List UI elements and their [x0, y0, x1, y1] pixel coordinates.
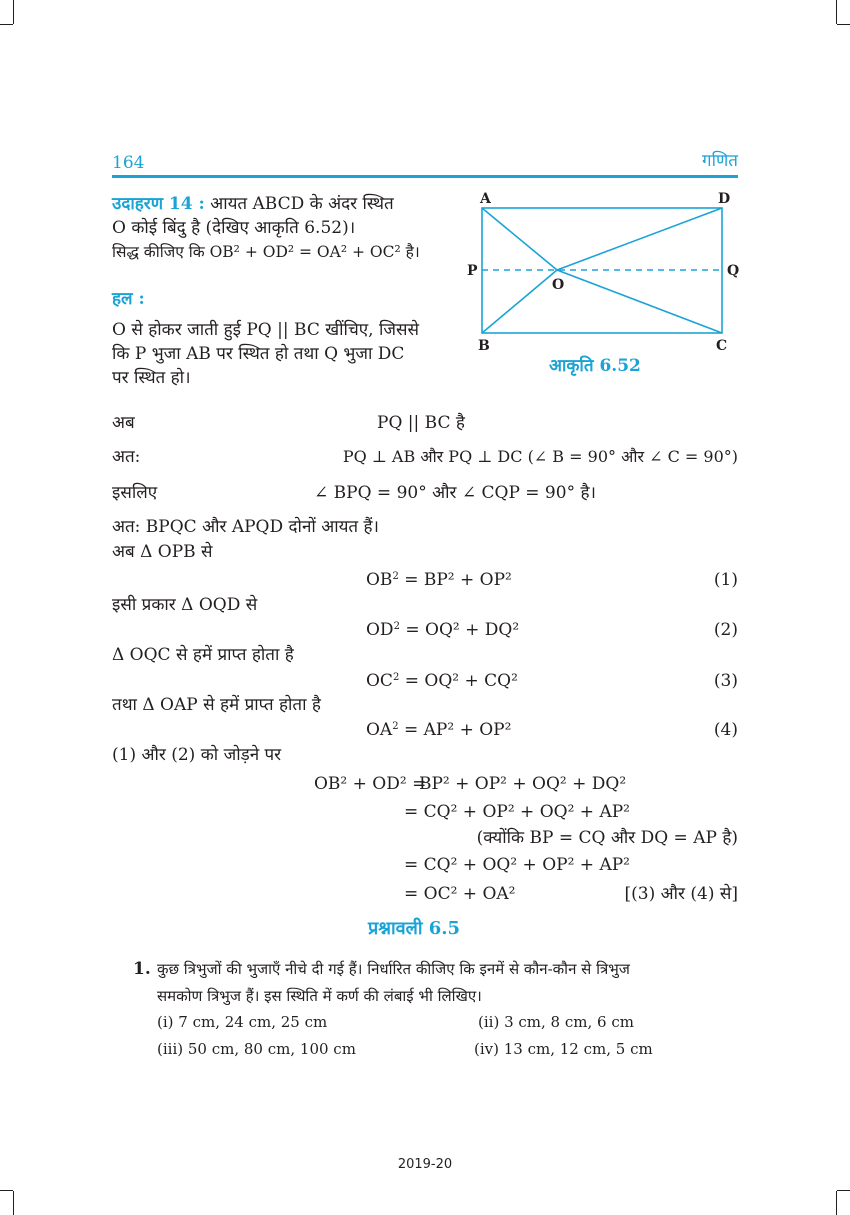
- question-option: (i) 7 cm, 24 cm, 25 cm: [157, 1013, 328, 1031]
- solution-label: हल :: [112, 289, 145, 309]
- crop-mark: [13, 0, 14, 24]
- step-text: Δ OQC से हमें प्राप्त होता है: [112, 645, 294, 665]
- segment-oc: [557, 270, 722, 333]
- label-d: D: [718, 191, 731, 207]
- example-line: सिद्ध कीजिए कि OB² + OD² = OA² + OC² है।: [112, 243, 420, 261]
- question-text: कुछ त्रिभुजों की भुजाएँ नीचे दी गई हैं। निर्धारित कीजिए कि इनमें से कौन-कौन से त्रिभुज: [157, 960, 630, 978]
- step-label: इसलिए: [112, 483, 158, 503]
- question-option: (ii) 3 cm, 8 cm, 6 cm: [478, 1013, 634, 1031]
- crop-mark: [836, 0, 837, 24]
- crop-mark: [836, 1191, 837, 1215]
- example-label: उदाहरण 14 :: [112, 194, 205, 214]
- step-text: तथा Δ OAP से हमें प्राप्त होता है: [112, 695, 321, 715]
- equation-2: $OD^2 = OQ^2 + DQ^2$: [366, 620, 520, 640]
- label-b: B: [478, 338, 490, 354]
- question-text: समकोण त्रिभुज हैं। इस स्थिति में कर्ण की लंबाई भी लिखिए।: [157, 987, 482, 1005]
- sum-reference: [(3) और (4) से]: [624, 884, 738, 904]
- exercise-title: प्रश्नावली 6.5: [368, 918, 461, 939]
- equation-1: $OB^2 = BP^2 + OP^2$: [366, 570, 512, 590]
- question-option: (iii) 50 cm, 80 cm, 100 cm: [157, 1040, 356, 1058]
- crop-mark: [0, 24, 13, 25]
- solution-line: O से होकर जाती हुई PQ || BC खींचिए, जिससे: [112, 320, 419, 340]
- equation-3: $OC^2 = OQ^2 + CQ^2$: [366, 671, 518, 691]
- question-number: 1.: [133, 959, 151, 979]
- label-q: Q: [727, 263, 740, 279]
- equation-number: (2): [713, 620, 738, 640]
- step-label: अब: [112, 413, 135, 433]
- step-text: अत: BPQC और APQD दोनों आयत हैं।: [112, 517, 379, 537]
- crop-mark: [837, 1190, 850, 1191]
- step-text: इसी प्रकार Δ OQD से: [112, 595, 258, 615]
- label-p: P: [467, 263, 478, 279]
- equation-rhs: OQ² + CQ²: [424, 671, 518, 691]
- crop-mark: [13, 1191, 14, 1215]
- step-label: अत:: [112, 447, 141, 467]
- segment-od: [557, 208, 722, 270]
- step-text: अब Δ OPB से: [112, 542, 213, 562]
- segment-ob: [482, 270, 557, 333]
- label-a: A: [480, 191, 491, 207]
- equation-4: $OA^2 = AP^2 + OP^2$: [366, 720, 512, 740]
- step-text: PQ || BC है: [377, 413, 465, 433]
- solution-paragraph: [112, 318, 442, 390]
- equation-rhs: BP² + OP²: [423, 570, 512, 590]
- label-c: C: [716, 338, 728, 354]
- question-option: (iv) 13 cm, 12 cm, 5 cm: [474, 1040, 653, 1058]
- crop-mark: [837, 24, 850, 25]
- equation-lhs: OA: [366, 720, 393, 740]
- equation-number: (4): [713, 720, 738, 740]
- step-text: ∠ BPQ = 90° और ∠ CQP = 90° है।: [314, 483, 596, 503]
- equation-lhs: OC: [366, 671, 393, 691]
- sum-row: BP² + OP² + OQ² + DQ²: [419, 774, 627, 794]
- equation-number: (3): [713, 671, 738, 691]
- step-text: PQ ⊥ AB और PQ ⊥ DC (∠ B = 90° और ∠ C = 90°): [342, 447, 738, 466]
- footer-year: 2019-20: [397, 1157, 453, 1172]
- sum-lhs: OB² + OD² =: [314, 774, 427, 794]
- solution-line: कि P भुजा AB पर स्थित हो तथा Q भुजा DC: [112, 344, 405, 364]
- segment-oa: [482, 208, 557, 270]
- equation-number: (1): [713, 570, 738, 590]
- subject-title: गणित: [702, 151, 738, 171]
- example-line: O कोई बिंदु है (देखिए आकृति 6.52)।: [112, 218, 356, 238]
- sum-row: = CQ² + OP² + OQ² + AP²: [404, 802, 630, 822]
- solution-line: पर स्थित हो।: [112, 368, 191, 388]
- label-o: O: [552, 277, 565, 293]
- equation-rhs: OQ² + DQ²: [425, 620, 520, 640]
- sum-row: = CQ² + OQ² + OP² + AP²: [404, 855, 630, 875]
- sum-note: (क्योंकि BP = CQ और DQ = AP है): [476, 828, 738, 848]
- example-statement: [112, 192, 442, 264]
- figure-caption: आकृति 6.52: [549, 356, 641, 376]
- page-number: 164: [112, 153, 145, 173]
- example-line: आयत ABCD के अंदर स्थित: [210, 194, 394, 214]
- crop-mark: [0, 1190, 13, 1191]
- step-text: (1) और (2) को जोड़ने पर: [112, 745, 282, 765]
- header-rule: [112, 175, 738, 178]
- equation-lhs: OD: [366, 620, 394, 640]
- equation-rhs: AP² + OP²: [423, 720, 512, 740]
- equation-lhs: OB: [366, 570, 393, 590]
- sum-row: = OC² + OA²: [404, 884, 516, 904]
